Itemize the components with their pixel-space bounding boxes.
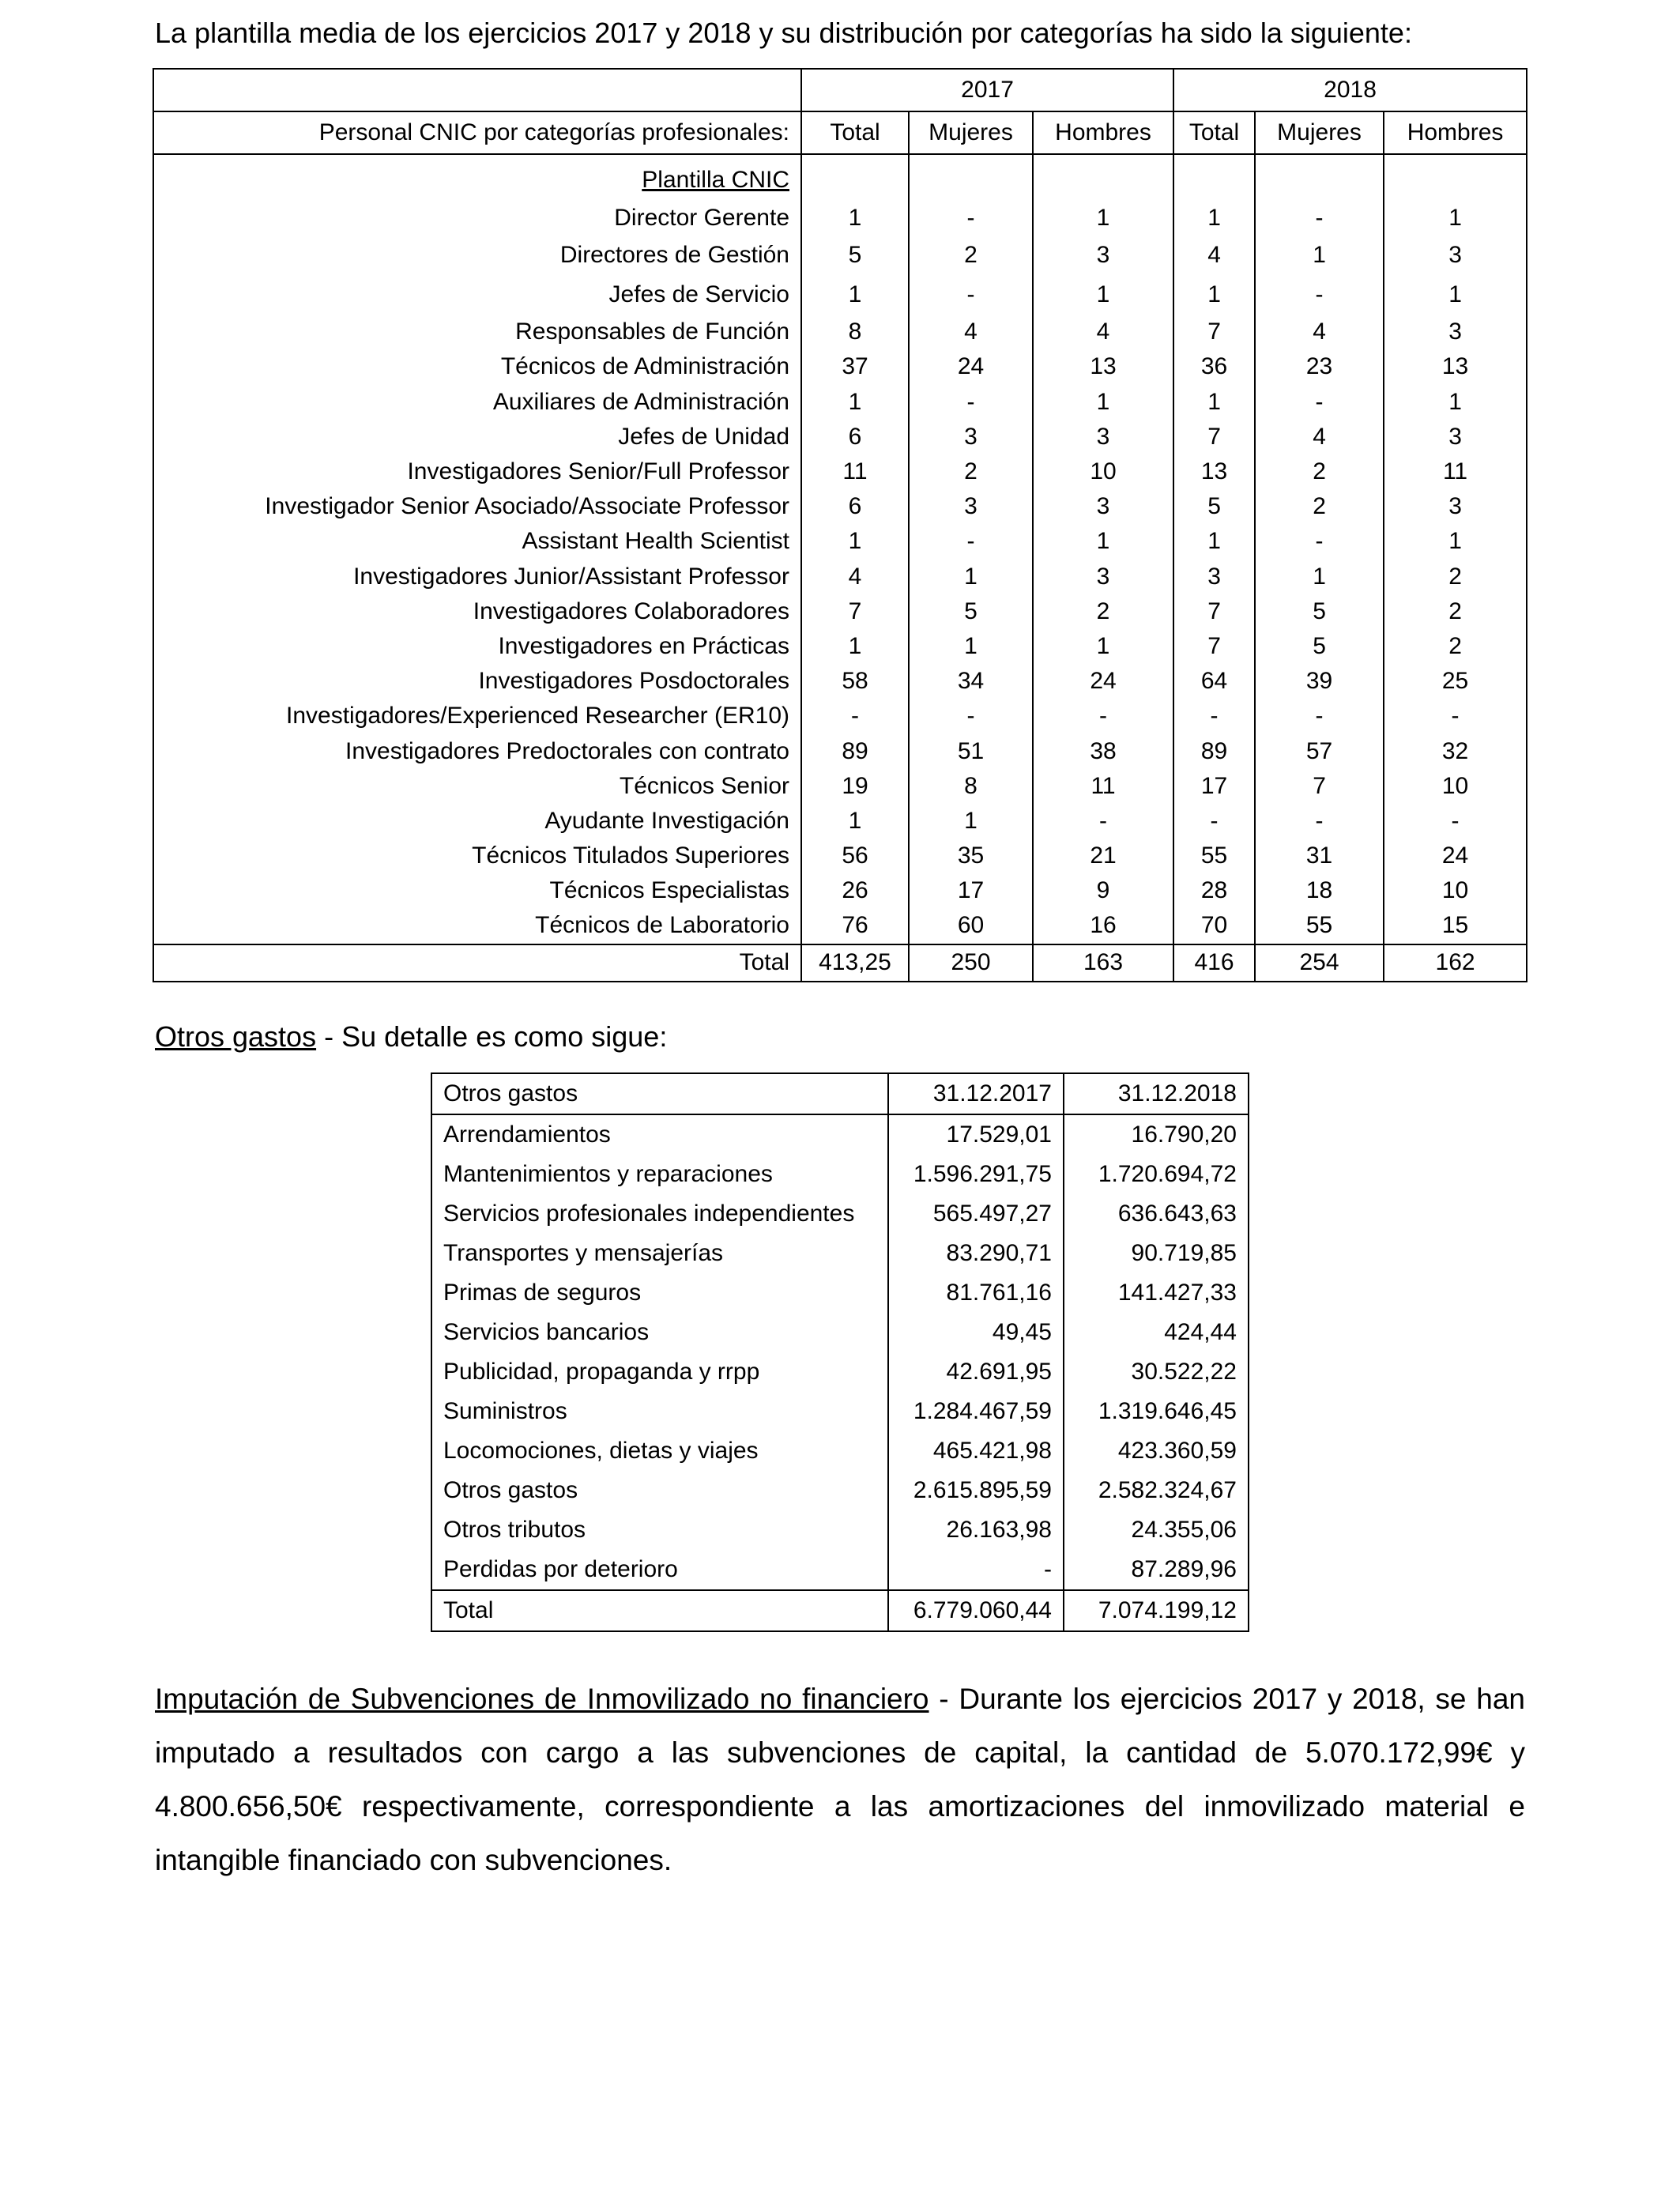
staff-row-label: Investigadores Predoctorales con contrato (345, 737, 789, 764)
staff-row-label: Investigadores/Experienced Researcher (ER10) (286, 703, 789, 729)
staff-cell: 76 (801, 908, 909, 944)
staff-cell: - (1255, 804, 1384, 839)
gastos-row (431, 1234, 1249, 1273)
staff-cell: 37 (801, 349, 909, 384)
staff-cell: 3 (909, 420, 1033, 454)
staff-total-cell: 250 (909, 944, 1033, 982)
staff-cell: 7 (1173, 629, 1255, 664)
staff-cell: 19 (801, 769, 909, 804)
staff-row-label: Jefes de Servicio (608, 281, 789, 308)
year-header-row (153, 69, 1527, 111)
staff-cell: 3 (1033, 489, 1173, 524)
staff-cell: 16 (1033, 908, 1173, 944)
staff-row (153, 664, 1527, 699)
staff-cell: 17 (1173, 769, 1255, 804)
gastos-value-2018: 1.319.646,45 (1064, 1392, 1249, 1431)
gastos-row-label: Otros gastos (443, 1477, 578, 1503)
column-header-mujeres-2018: Mujeres (1255, 111, 1384, 154)
staff-cell: 2 (1255, 454, 1384, 489)
staff-row (153, 201, 1527, 236)
gastos-row-label: Suministros (443, 1398, 567, 1424)
gastos-value-2018: 16.790,20 (1064, 1114, 1249, 1155)
otros-gastos-title: Otros gastos (155, 1020, 317, 1053)
staff-row-label: Investigador Senior Asociado/Associate Professor (265, 493, 789, 520)
staff-cell: 17 (909, 873, 1033, 908)
staff-row-label: Investigadores en Prácticas (498, 632, 789, 659)
staff-cell: 1 (1173, 385, 1255, 420)
staff-cell: 1 (909, 560, 1033, 594)
column-header-total-2017: Total (801, 111, 909, 154)
staff-row (153, 385, 1527, 420)
staff-cell: - (1255, 385, 1384, 420)
staff-cell: 10 (1384, 873, 1527, 908)
column-header-hombres-2018: Hombres (1384, 111, 1527, 154)
staff-cell: 4 (909, 315, 1033, 349)
gastos-value-2018: 636.643,63 (1064, 1194, 1249, 1234)
staff-row-label: Assistant Health Scientist (522, 528, 789, 555)
year-2017-header: 2017 (801, 69, 1173, 111)
staff-cell: 4 (1173, 236, 1255, 275)
staff-cell: 1 (801, 275, 909, 315)
staff-cell: 34 (909, 664, 1033, 699)
staff-cell: 32 (1384, 733, 1527, 768)
section-title-plantilla: Plantilla CNIC (642, 167, 789, 193)
gastos-value-2017: 26.163,98 (888, 1510, 1064, 1550)
gastos-value-2018: 141.427,33 (1064, 1273, 1249, 1313)
staff-cell: 3 (909, 489, 1033, 524)
staff-row-label: Investigadores Senior/Full Professor (407, 458, 789, 485)
gastos-value-2017: 465.421,98 (888, 1431, 1064, 1471)
staff-cell: 3 (1033, 560, 1173, 594)
gastos-row (431, 1273, 1249, 1313)
staff-cell: 1 (1173, 201, 1255, 236)
staff-cell: 26 (801, 873, 909, 908)
staff-row (153, 454, 1527, 489)
staff-cell: 5 (909, 594, 1033, 629)
staff-cell: 1 (909, 629, 1033, 664)
staff-row-label: Investigadores Colaboradores (473, 598, 789, 624)
year-2018-header: 2018 (1173, 69, 1527, 111)
staff-cell: - (909, 201, 1033, 236)
staff-cell: 1 (801, 804, 909, 839)
column-header-total-2018: Total (1173, 111, 1255, 154)
staff-row-label: Ayudante Investigación (544, 807, 789, 834)
staff-cell: 55 (1255, 908, 1384, 944)
staff-cell: 3 (1033, 236, 1173, 275)
staff-cell: 2 (1384, 594, 1527, 629)
staff-cell: 10 (1384, 769, 1527, 804)
staff-cell: 24 (1033, 664, 1173, 699)
staff-row (153, 804, 1527, 839)
intro-text: La plantilla media de los ejercicios 2017 y 2018 y su distribución por categorías ha sido la siguiente: (155, 17, 1412, 49)
year-header-corner (153, 69, 801, 111)
otros-gastos-heading (155, 1018, 667, 1056)
staff-cell: 1 (801, 385, 909, 420)
gastos-header-2018: 31.12.2018 (1064, 1073, 1249, 1114)
gastos-row-label: Transportes y mensajerías (443, 1240, 724, 1266)
staff-cell: 2 (909, 454, 1033, 489)
gastos-row-label: Servicios profesionales independientes (443, 1201, 855, 1227)
staff-cell: 1 (1384, 524, 1527, 559)
staff-cell: 7 (1255, 769, 1384, 804)
gastos-row-label: Mantenimientos y reparaciones (443, 1161, 773, 1187)
staff-cell: 89 (1173, 733, 1255, 768)
staff-cell: - (1173, 699, 1255, 733)
staff-cell: 5 (1255, 594, 1384, 629)
staff-row (153, 839, 1527, 873)
staff-cell: 51 (909, 733, 1033, 768)
staff-cell: 1 (1033, 201, 1173, 236)
gastos-row-label: Otros tributos (443, 1517, 586, 1543)
staff-row (153, 315, 1527, 349)
staff-row (153, 699, 1527, 733)
gastos-row (431, 1114, 1249, 1155)
gastos-row (431, 1550, 1249, 1590)
staff-row-label: Investigadores Posdoctorales (478, 668, 789, 695)
gastos-row-label: Publicidad, propaganda y rrpp (443, 1359, 760, 1385)
gastos-value-2017: 49,45 (888, 1313, 1064, 1352)
staff-cell: 1 (801, 201, 909, 236)
staff-cell: 6 (801, 420, 909, 454)
staff-row (153, 420, 1527, 454)
staff-cell: 21 (1033, 839, 1173, 873)
staff-cell: 31 (1255, 839, 1384, 873)
staff-row-label: Auxiliares de Administración (492, 388, 789, 415)
staff-cell: 1 (1255, 560, 1384, 594)
staff-cell: - (1255, 275, 1384, 315)
gastos-row (431, 1313, 1249, 1352)
staff-cell: 3 (1384, 420, 1527, 454)
gastos-value-2018: 423.360,59 (1064, 1431, 1249, 1471)
staff-cell: 1 (909, 804, 1033, 839)
staff-cell: 3 (1033, 420, 1173, 454)
gastos-value-2018: 87.289,96 (1064, 1550, 1249, 1590)
column-header-hombres-2017: Hombres (1033, 111, 1173, 154)
otros-gastos-intro: - Su detalle es como sigue: (316, 1020, 668, 1053)
column-header-mujeres-2017: Mujeres (909, 111, 1033, 154)
staff-cell: 23 (1255, 349, 1384, 384)
gastos-row (431, 1352, 1249, 1392)
staff-total-cell: 413,25 (801, 944, 909, 982)
staff-row (153, 873, 1527, 908)
gastos-value-2017: 42.691,95 (888, 1352, 1064, 1392)
staff-row (153, 629, 1527, 664)
staff-cell: 7 (1173, 315, 1255, 349)
gastos-value-2017: 2.615.895,59 (888, 1471, 1064, 1510)
gastos-row-label: Total (431, 1590, 888, 1631)
gastos-row (431, 1155, 1249, 1194)
gastos-row-label: Primas de seguros (443, 1280, 642, 1306)
staff-cell: 13 (1384, 349, 1527, 384)
subvenciones-title: Imputación de Subvenciones de Inmovilizado no financiero (155, 1683, 929, 1715)
staff-row-label: Directores de Gestión (559, 242, 789, 269)
staff-cell: 58 (801, 664, 909, 699)
staff-cell: 60 (909, 908, 1033, 944)
staff-cell: 24 (909, 349, 1033, 384)
gastos-header-label: Otros gastos (431, 1073, 888, 1114)
staff-cell: 2 (1384, 629, 1527, 664)
staff-row (153, 594, 1527, 629)
gastos-header-2017: 31.12.2017 (888, 1073, 1064, 1114)
staff-cell: - (1255, 699, 1384, 733)
staff-cell: 28 (1173, 873, 1255, 908)
staff-cell: - (909, 524, 1033, 559)
gastos-value-2017: 81.761,16 (888, 1273, 1064, 1313)
gastos-row (431, 1194, 1249, 1234)
staff-cell: 36 (1173, 349, 1255, 384)
staff-cell: - (1033, 699, 1173, 733)
gastos-value-2017: 17.529,01 (888, 1114, 1064, 1155)
staff-row-label: Técnicos de Laboratorio (535, 912, 789, 939)
gastos-value-2018: 90.719,85 (1064, 1234, 1249, 1273)
gastos-row (431, 1471, 1249, 1510)
gastos-value-2018: 24.355,06 (1064, 1510, 1249, 1550)
section-row (153, 154, 1527, 201)
staff-cell: 3 (1384, 315, 1527, 349)
staff-row (153, 349, 1527, 384)
staff-cell: - (1255, 524, 1384, 559)
staff-total-row (153, 944, 1527, 982)
gastos-row-label: Locomociones, dietas y viajes (443, 1438, 759, 1464)
gastos-value-2017: 6.779.060,44 (888, 1590, 1064, 1631)
staff-cell: - (909, 385, 1033, 420)
staff-row-label: Técnicos Especialistas (549, 877, 789, 904)
staff-cell: 1 (1033, 275, 1173, 315)
gastos-row-label: Servicios bancarios (443, 1319, 650, 1345)
staff-cell: 89 (801, 733, 909, 768)
staff-cell: - (909, 699, 1033, 733)
staff-table (153, 68, 1527, 982)
staff-total-cell: 416 (1173, 944, 1255, 982)
column-header-row (153, 111, 1527, 154)
gastos-header-row (431, 1073, 1249, 1114)
staff-row (153, 769, 1527, 804)
staff-cell: 1 (1384, 201, 1527, 236)
staff-cell: 1 (1384, 275, 1527, 315)
staff-cell: 8 (801, 315, 909, 349)
staff-cell: 3 (1384, 489, 1527, 524)
staff-cell: 64 (1173, 664, 1255, 699)
staff-cell: 10 (1033, 454, 1173, 489)
staff-cell: - (1384, 699, 1527, 733)
staff-cell: 11 (801, 454, 909, 489)
gastos-value-2017: 565.497,27 (888, 1194, 1064, 1234)
subvenciones-text: - Durante los ejercicios 2017 y 2018, se han imputado a resultados con cargo a las subvenciones de capital, la cantidad de 5.070.172,99€ y 4.800.656,50€ respectivamente, correspondiente a las amortizaciones del inmovilizado material e intangible financiado con subvenciones. (155, 1683, 1525, 1876)
gastos-row (431, 1431, 1249, 1471)
gastos-value-2018: 2.582.324,67 (1064, 1471, 1249, 1510)
staff-cell: 56 (801, 839, 909, 873)
staff-row (153, 908, 1527, 944)
gastos-row (431, 1392, 1249, 1431)
staff-cell: 1 (801, 524, 909, 559)
staff-cell: 5 (1255, 629, 1384, 664)
gastos-value-2018: 1.720.694,72 (1064, 1155, 1249, 1194)
staff-cell: 55 (1173, 839, 1255, 873)
staff-cell: - (1255, 201, 1384, 236)
staff-cell: 11 (1384, 454, 1527, 489)
gastos-value-2018: 424,44 (1064, 1313, 1249, 1352)
staff-cell: 2 (909, 236, 1033, 275)
staff-row-label: Investigadores Junior/Assistant Professor (353, 563, 789, 590)
staff-cell: 11 (1033, 769, 1173, 804)
staff-cell: 70 (1173, 908, 1255, 944)
gastos-value-2018: 30.522,22 (1064, 1352, 1249, 1392)
staff-cell: 8 (909, 769, 1033, 804)
staff-row (153, 489, 1527, 524)
staff-cell: 7 (801, 594, 909, 629)
staff-cell: 15 (1384, 908, 1527, 944)
staff-cell: 4 (801, 560, 909, 594)
staff-row-label: Técnicos Senior (619, 772, 789, 799)
staff-cell: 25 (1384, 664, 1527, 699)
staff-cell: 1 (1173, 524, 1255, 559)
staff-cell: 9 (1033, 873, 1173, 908)
gastos-row-label: Arrendamientos (443, 1122, 611, 1148)
staff-total-cell: 163 (1033, 944, 1173, 982)
staff-cell: 5 (801, 236, 909, 275)
staff-cell: - (1173, 804, 1255, 839)
staff-cell: 39 (1255, 664, 1384, 699)
staff-cell: 1 (1255, 236, 1384, 275)
staff-row (153, 275, 1527, 315)
gastos-value-2018: 7.074.199,12 (1064, 1590, 1249, 1631)
staff-cell: 18 (1255, 873, 1384, 908)
staff-cell: 13 (1173, 454, 1255, 489)
gastos-value-2017: 1.284.467,59 (888, 1392, 1064, 1431)
staff-row-label: Jefes de Unidad (618, 423, 789, 450)
staff-total-cell: 162 (1384, 944, 1527, 982)
staff-cell: 2 (1384, 560, 1527, 594)
staff-cell: - (909, 275, 1033, 315)
staff-cell: 13 (1033, 349, 1173, 384)
staff-cell: 1 (1033, 385, 1173, 420)
staff-row (153, 236, 1527, 275)
staff-row (153, 524, 1527, 559)
staff-row (153, 560, 1527, 594)
staff-cell: 24 (1384, 839, 1527, 873)
staff-cell: 7 (1173, 594, 1255, 629)
gastos-row (431, 1510, 1249, 1550)
staff-cell: 1 (1173, 275, 1255, 315)
staff-total-cell: 254 (1255, 944, 1384, 982)
staff-cell: 2 (1033, 594, 1173, 629)
staff-cell: 38 (1033, 733, 1173, 768)
staff-row-label: Técnicos de Administración (500, 353, 789, 380)
staff-row-label: Responsables de Función (515, 319, 789, 345)
staff-cell: 6 (801, 489, 909, 524)
staff-cell: 1 (1033, 524, 1173, 559)
staff-cell: 1 (801, 629, 909, 664)
staff-cell: 5 (1173, 489, 1255, 524)
staff-cell: - (801, 699, 909, 733)
category-header: Personal CNIC por categorías profesionales: (153, 111, 801, 154)
staff-cell: 57 (1255, 733, 1384, 768)
staff-cell: 4 (1255, 420, 1384, 454)
staff-cell: 7 (1173, 420, 1255, 454)
staff-row (153, 733, 1527, 768)
gastos-value-2017: 1.596.291,75 (888, 1155, 1064, 1194)
gastos-value-2017: - (888, 1550, 1064, 1590)
gastos-value-2017: 83.290,71 (888, 1234, 1064, 1273)
staff-cell: 2 (1255, 489, 1384, 524)
subvenciones-paragraph (155, 1672, 1525, 1887)
staff-cell: 3 (1384, 236, 1527, 275)
staff-cell: 1 (1033, 629, 1173, 664)
staff-cell: - (1033, 804, 1173, 839)
otros-gastos-table (431, 1072, 1249, 1632)
staff-cell: - (1384, 804, 1527, 839)
gastos-row-label: Perdidas por deterioro (443, 1556, 678, 1582)
staff-row-label: Director Gerente (614, 205, 789, 232)
staff-cell: 35 (909, 839, 1033, 873)
staff-row-label: Técnicos Titulados Superiores (472, 843, 789, 869)
staff-cell: 4 (1255, 315, 1384, 349)
staff-cell: 3 (1173, 560, 1255, 594)
gastos-total-row (431, 1590, 1249, 1631)
staff-cell: 1 (1384, 385, 1527, 420)
staff-cell: 4 (1033, 315, 1173, 349)
staff-total-label: Total (153, 944, 801, 982)
